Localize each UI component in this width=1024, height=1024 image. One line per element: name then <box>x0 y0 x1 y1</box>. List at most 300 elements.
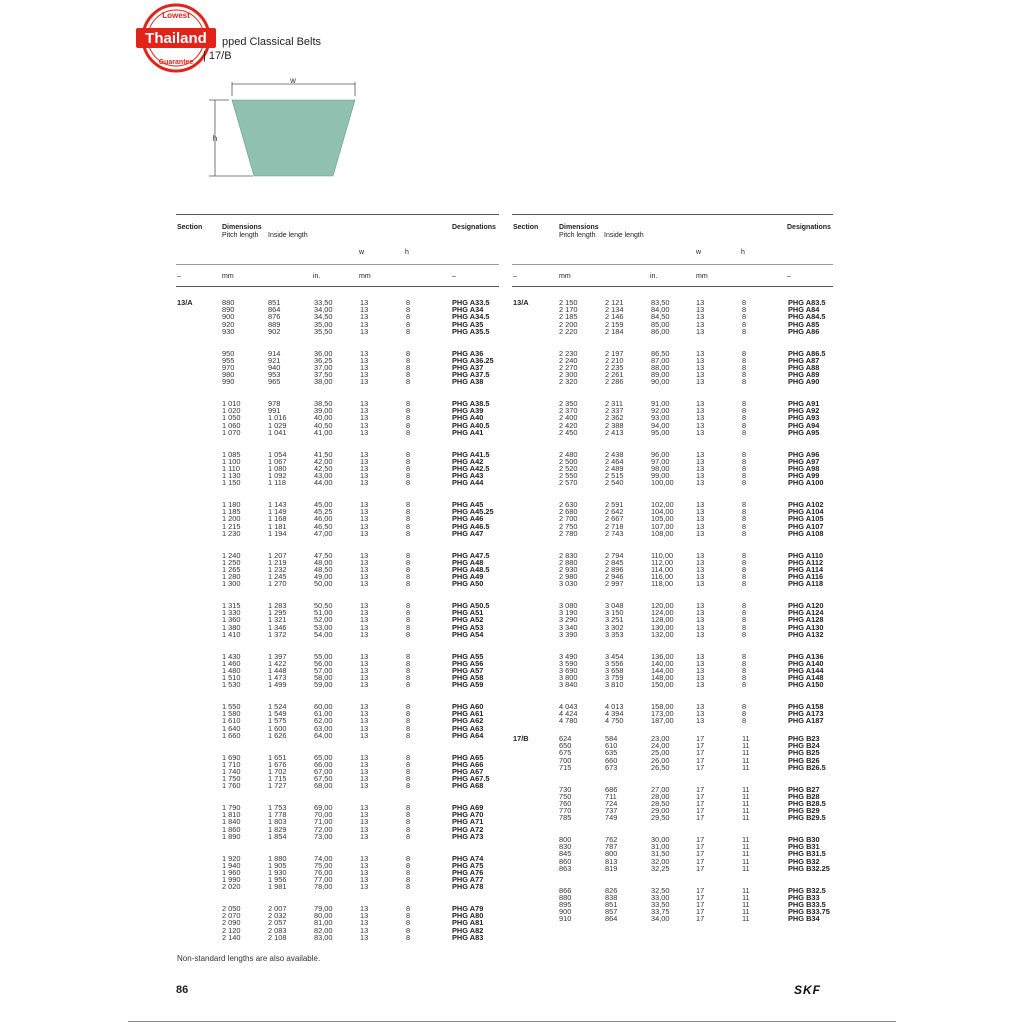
left-row-inches-cell: 64,00 <box>314 730 333 740</box>
left-row-inside-cell: 1 149 <box>268 507 287 517</box>
left-row-inside-cell: 1 270 <box>268 579 287 589</box>
left-row-pitch-cell: 1 250 <box>222 557 241 567</box>
right-row-a-inches-cell: 130,00 <box>651 622 674 632</box>
left-row-w-cell: 13 <box>360 521 369 531</box>
right-row-b-w-cell: 17 <box>696 907 705 917</box>
right-row-a-inside-cell: 2 210 <box>605 355 624 365</box>
left-row-pitch-cell: 1 215 <box>222 521 241 531</box>
h-header-right: h <box>741 249 745 256</box>
right-row-a-h-cell: 8 <box>742 629 747 639</box>
right-row-b-inches-cell: 26,00 <box>651 755 670 765</box>
left-row-inside-cell: 1 092 <box>268 471 287 481</box>
right-row-b-pitch-cell: 675 <box>559 748 572 758</box>
left-row-inches-cell: 34,00 <box>314 305 333 315</box>
right-row-a-h-cell: 8 <box>742 298 747 307</box>
left-row-inside-cell: 1 168 <box>268 514 287 524</box>
right-row-a-inside-cell: 2 159 <box>605 319 624 329</box>
left-row-h-cell: 8 <box>406 420 411 430</box>
right-row-a-pitch-cell: 2 630 <box>559 500 578 509</box>
right-row-a-inside-cell: 2 362 <box>605 413 624 423</box>
right-row-b-h-cell: 11 <box>742 907 750 917</box>
right-row-a-des-cell: PHG A97 <box>788 456 820 466</box>
right-row-b-w-cell: 17 <box>696 784 705 794</box>
right-row-a-inches-cell: 105,00 <box>651 514 674 524</box>
right-row-a-h-cell: 8 <box>742 362 747 372</box>
right-row-a-inside-cell: 2 184 <box>605 326 624 336</box>
right-row-b-des-cell: PHG B34 <box>788 914 820 924</box>
right-row-b-w-cell: 17 <box>696 762 705 772</box>
left-row-inside-cell: 1 016 <box>268 413 287 423</box>
right-row-b-inside-cell: 749 <box>605 813 618 823</box>
left-row-pitch-cell: 900 <box>222 312 235 322</box>
right-row-a-w-cell: 13 <box>696 665 705 675</box>
right-row-a-h-cell: 8 <box>742 716 747 726</box>
right-row-a-h-cell: 8 <box>742 702 747 711</box>
left-row-h-cell: 8 <box>406 658 411 668</box>
badge-top-text: Lowest <box>162 11 190 20</box>
right-row-a-pitch-cell: 2 680 <box>559 507 578 517</box>
left-row-inches-cell: 37,00 <box>314 362 333 372</box>
right-row-a-h-cell: 8 <box>742 601 747 610</box>
left-row-pitch-cell: 1 085 <box>222 449 241 459</box>
left-row-h-cell: 8 <box>406 507 411 517</box>
right-row-a-h-cell: 8 <box>742 658 747 668</box>
right-row-a-h-cell: 8 <box>742 406 747 416</box>
left-row-inside-cell: 2 083 <box>268 925 287 935</box>
left-row-des-cell: PHG A39 <box>452 406 484 416</box>
right-row-b-h-cell: 11 <box>742 791 750 801</box>
right-row-a-inside-cell: 3 556 <box>605 658 624 668</box>
right-row-a-inches-cell: 102,00 <box>651 500 674 509</box>
left-row-h-cell: 8 <box>406 723 411 733</box>
page-number: 86 <box>176 984 189 996</box>
right-row-a-w-cell: 13 <box>696 377 705 387</box>
right-row-a-w-cell: 13 <box>696 507 705 517</box>
right-row-b-pitch-cell: 800 <box>559 835 572 844</box>
left-row-inside-cell: 1 473 <box>268 673 287 683</box>
badge-main-text: Thailand <box>145 30 207 47</box>
left-row-w-cell: 13 <box>360 730 369 740</box>
left-row-inside-cell: 876 <box>268 312 281 322</box>
right-row-a-inches-cell: 100,00 <box>651 478 674 488</box>
left-row-des-cell: PHG A50.5 <box>452 601 490 610</box>
pitch-length-header-right: Pitch length <box>559 232 596 239</box>
right-row-b-inside-cell: 787 <box>605 842 618 852</box>
right-row-a-h-cell: 8 <box>742 478 747 488</box>
left-row-h-cell: 8 <box>406 680 411 690</box>
left-row-des-cell: PHG A48.5 <box>452 564 490 574</box>
left-row-des-cell: PHG A57 <box>452 665 484 675</box>
left-row-w-cell: 13 <box>360 355 369 365</box>
left-row-pitch-cell: 1 610 <box>222 716 241 726</box>
left-row-inside-cell: 1 054 <box>268 449 287 459</box>
right-row-a-w-cell: 13 <box>696 413 705 423</box>
left-row-h-cell: 8 <box>406 803 411 812</box>
left-row-w-cell: 13 <box>360 651 369 661</box>
right-row-a-inches-cell: 173,00 <box>651 709 674 719</box>
left-row-inside-cell: 1 080 <box>268 463 287 473</box>
left-row-inside-cell: 1 321 <box>268 615 287 625</box>
left-row-h-cell: 8 <box>406 370 411 380</box>
right-row-b-w-cell: 17 <box>696 835 705 844</box>
right-row-a-pitch-cell: 2 930 <box>559 564 578 574</box>
left-row-h-cell: 8 <box>406 752 411 762</box>
right-row-a-w-cell: 13 <box>696 608 705 618</box>
left-row-inside-cell: 2 108 <box>268 932 287 942</box>
right-row-b-pitch-cell: 760 <box>559 798 572 808</box>
right-row-b-des-cell: PHG B31.5 <box>788 849 826 859</box>
left-row-inches-cell: 72,00 <box>314 824 333 834</box>
left-row-w-cell: 13 <box>360 752 369 762</box>
left-row-h-cell: 8 <box>406 427 411 437</box>
left-row-h-cell: 8 <box>406 557 411 567</box>
right-row-a-h-cell: 8 <box>742 319 747 329</box>
right-row-a-h-cell: 8 <box>742 420 747 430</box>
right-row-b-h-cell: 11 <box>742 748 750 758</box>
left-row-w-cell: 13 <box>360 298 369 307</box>
right-row-b-pitch-cell: 845 <box>559 849 572 859</box>
right-row-a-h-cell: 8 <box>742 377 747 387</box>
right-row-a-pitch-cell: 2 520 <box>559 463 578 473</box>
left-row-pitch-cell: 2 050 <box>222 904 241 913</box>
right-row-b-pitch-cell: 910 <box>559 914 572 924</box>
left-row-h-cell: 8 <box>406 312 411 322</box>
right-row-b-pitch-cell: 700 <box>559 755 572 765</box>
right-row-a-des-cell: PHG A148 <box>788 673 824 683</box>
left-row-pitch-cell: 1 100 <box>222 456 241 466</box>
right-row-b-des-cell: PHG B26 <box>788 755 820 765</box>
left-row-h-cell: 8 <box>406 456 411 466</box>
belt-trapezoid-shape <box>232 100 355 176</box>
left-row-des-cell: PHG A77 <box>452 875 484 885</box>
left-row-h-cell: 8 <box>406 305 411 315</box>
page-bottom-line <box>128 1021 896 1022</box>
left-row-w-cell: 13 <box>360 399 369 408</box>
right-row-a-w-cell: 13 <box>696 709 705 719</box>
right-row-b-pitch-cell: 830 <box>559 842 572 852</box>
right-row-a-pitch-cell: 2 830 <box>559 550 578 560</box>
right-row-a-inside-cell: 3 810 <box>605 680 624 690</box>
right-row-a-h-cell: 8 <box>742 355 747 365</box>
left-row-des-cell: PHG A74 <box>452 853 484 863</box>
left-row-h-cell: 8 <box>406 882 411 892</box>
left-row-inside-cell: 1 372 <box>268 629 287 639</box>
right-row-a-w-cell: 13 <box>696 427 705 437</box>
left-row-inside-cell: 2 032 <box>268 911 287 921</box>
right-row-b-des-cell: PHG B24 <box>788 741 820 751</box>
right-row-a-h-cell: 8 <box>742 500 747 509</box>
left-row-h-cell: 8 <box>406 550 411 560</box>
left-row-inches-cell: 50,00 <box>314 579 333 589</box>
left-row-h-cell: 8 <box>406 348 411 358</box>
right-row-a-inches-cell: 132,00 <box>651 629 674 639</box>
right-row-a-inside-cell: 3 759 <box>605 673 624 683</box>
right-row-a-inside-cell: 4 013 <box>605 702 624 711</box>
right-row-a-des-cell: PHG A128 <box>788 615 824 625</box>
left-row-inside-cell: 1 854 <box>268 831 287 841</box>
right-row-a-w-cell: 13 <box>696 514 705 524</box>
right-row-a-h-cell: 8 <box>742 399 747 408</box>
right-row-a-inside-cell: 2 134 <box>605 305 624 315</box>
right-row-a-inches-cell: 144,00 <box>651 665 674 675</box>
right-row-a-h-cell: 8 <box>742 305 747 315</box>
left-row-w-cell: 13 <box>360 875 369 885</box>
left-row-inside-cell: 1 575 <box>268 716 287 726</box>
left-row-h-cell: 8 <box>406 932 411 942</box>
right-row-a-des-cell: PHG A94 <box>788 420 820 430</box>
left-row-h-cell: 8 <box>406 665 411 675</box>
left-row-h-cell: 8 <box>406 608 411 618</box>
right-row-b-w-cell: 17 <box>696 899 705 909</box>
left-row-inches-cell: 62,00 <box>314 716 333 726</box>
belt-cross-section-diagram <box>205 74 365 184</box>
right-row-b-pitch-cell: 785 <box>559 813 572 823</box>
right-row-a-inches-cell: 89,00 <box>651 370 670 380</box>
left-row-inside-cell: 1 207 <box>268 550 287 560</box>
right-row-a-h-cell: 8 <box>742 709 747 719</box>
left-row-des-cell: PHG A49 <box>452 572 484 582</box>
left-row-inside-cell: 1 245 <box>268 572 287 582</box>
right-row-b-w-cell: 17 <box>696 813 705 823</box>
left-row-inside-cell: 1 181 <box>268 521 287 531</box>
left-row-inches-cell: 59,00 <box>314 680 333 690</box>
left-row-w-cell: 13 <box>360 882 369 892</box>
right-row-a-des-cell: PHG A120 <box>788 601 824 610</box>
right-row-a-des-cell: PHG A150 <box>788 680 824 690</box>
right-row-b-h-cell: 11 <box>742 762 750 772</box>
left-row-inches-cell: 41,50 <box>314 449 333 459</box>
right-row-a-w-cell: 13 <box>696 305 705 315</box>
right-row-a-w-cell: 13 <box>696 579 705 589</box>
right-row-b-pitch-cell: 750 <box>559 791 572 801</box>
left-row-pitch-cell: 1 410 <box>222 629 241 639</box>
left-row-inches-cell: 67,00 <box>314 766 333 776</box>
right-row-a-inches-cell: 120,00 <box>651 601 674 610</box>
left-row-pitch-cell: 880 <box>222 298 235 307</box>
right-row-a-inches-cell: 92,00 <box>651 406 670 416</box>
right-row-b-des-cell: PHG B30 <box>788 835 820 844</box>
left-row-inches-cell: 37,50 <box>314 370 333 380</box>
left-row-inches-cell: 81,00 <box>314 918 333 928</box>
right-row-b-inches-cell: 32,00 <box>651 856 670 866</box>
right-row-a-h-cell: 8 <box>742 370 747 380</box>
left-row-inside-cell: 1 981 <box>268 882 287 892</box>
right-row-b-h-cell: 11 <box>742 798 750 808</box>
left-row-des-cell: PHG A83 <box>452 932 484 942</box>
left-row-inside-cell: 1 651 <box>268 752 287 762</box>
left-row-des-cell: PHG A53 <box>452 622 484 632</box>
right-row-b-inside-cell: 800 <box>605 849 618 859</box>
left-row-h-cell: 8 <box>406 355 411 365</box>
left-row-h-cell: 8 <box>406 781 411 791</box>
left-row-inches-cell: 56,00 <box>314 658 333 668</box>
right-row-a-w-cell: 13 <box>696 406 705 416</box>
right-row-a-des-cell: PHG A86.5 <box>788 348 826 358</box>
right-row-b-w-cell: 17 <box>696 806 705 816</box>
left-row-h-cell: 8 <box>406 377 411 387</box>
right-row-a-inches-cell: 110,00 <box>651 550 674 560</box>
right-row-a-inches-cell: 85,00 <box>651 319 670 329</box>
left-row-w-cell: 13 <box>360 867 369 877</box>
left-row-inches-cell: 36,00 <box>314 348 333 358</box>
right-row-b-des-cell: PHG B29 <box>788 806 820 816</box>
left-row-inches-cell: 43,00 <box>314 471 333 481</box>
right-row-b-inside-cell: 762 <box>605 835 618 844</box>
left-row-pitch-cell: 1 750 <box>222 774 241 784</box>
left-row-h-cell: 8 <box>406 853 411 863</box>
right-row-a-pitch-cell: 2 350 <box>559 399 578 408</box>
left-row-w-cell: 13 <box>360 781 369 791</box>
left-row-inches-cell: 80,00 <box>314 911 333 921</box>
left-row-inches-cell: 63,00 <box>314 723 333 733</box>
left-row-inches-cell: 82,00 <box>314 925 333 935</box>
left-row-h-cell: 8 <box>406 766 411 776</box>
right-row-a-h-cell: 8 <box>742 521 747 531</box>
left-row-pitch-cell: 1 150 <box>222 478 241 488</box>
left-row-inches-cell: 50,50 <box>314 601 333 610</box>
left-row-pitch-cell: 1 530 <box>222 680 241 690</box>
right-row-b-inches-cell: 32,50 <box>651 885 670 895</box>
left-row-pitch-cell: 890 <box>222 305 235 315</box>
right-row-a-inches-cell: 112,00 <box>651 557 674 567</box>
right-row-b-des-cell: PHG B32.25 <box>788 863 830 873</box>
left-row-pitch-cell: 1 130 <box>222 471 241 481</box>
left-row-h-cell: 8 <box>406 817 411 827</box>
right-row-a-w-cell: 13 <box>696 456 705 466</box>
right-row-a-inches-cell: 90,00 <box>651 377 670 387</box>
left-row-w-cell: 13 <box>360 456 369 466</box>
right-row-a-h-cell: 8 <box>742 572 747 582</box>
right-row-a-w-cell: 13 <box>696 478 705 488</box>
left-row-inside-cell: 2 057 <box>268 918 287 928</box>
left-row-des-cell: PHG A35 <box>452 319 484 329</box>
right-row-a-pitch-cell: 3 590 <box>559 658 578 668</box>
right-row-b-pitch-cell: 900 <box>559 907 572 917</box>
left-row-w-cell: 13 <box>360 601 369 610</box>
right-row-b-h-cell: 11 <box>742 856 750 866</box>
left-row-inside-cell: 1 549 <box>268 709 287 719</box>
right-row-a-h-cell: 8 <box>742 413 747 423</box>
left-row-h-cell: 8 <box>406 500 411 509</box>
left-row-h-cell: 8 <box>406 399 411 408</box>
left-row-w-cell: 13 <box>360 557 369 567</box>
right-row-b-h-cell: 11 <box>742 849 750 859</box>
left-row-h-cell: 8 <box>406 759 411 769</box>
right-row-a-des-cell: PHG A99 <box>788 471 820 481</box>
right-row-a-w-cell: 13 <box>696 362 705 372</box>
left-row-pitch-cell: 1 360 <box>222 615 241 625</box>
right-row-a-inches-cell: 94,00 <box>651 420 670 430</box>
left-row-h-cell: 8 <box>406 774 411 784</box>
right-row-a-des-cell: PHG A100 <box>788 478 824 488</box>
right-row-a-w-cell: 13 <box>696 680 705 690</box>
right-row-a-pitch-cell: 2 880 <box>559 557 578 567</box>
right-row-a-des-cell: PHG A108 <box>788 528 824 538</box>
left-row-inches-cell: 70,00 <box>314 810 333 820</box>
left-row-h-cell: 8 <box>406 579 411 589</box>
right-row-b-des-cell: PHG B25 <box>788 748 820 758</box>
left-row-des-cell: PHG A82 <box>452 925 484 935</box>
right-row-b-inside-cell: 819 <box>605 863 618 873</box>
left-row-pitch-cell: 2 020 <box>222 882 241 892</box>
right-row-a-h-cell: 8 <box>742 680 747 690</box>
left-row-des-cell: PHG A43 <box>452 471 484 481</box>
right-row-a-inches-cell: 128,00 <box>651 615 674 625</box>
left-row-inches-cell: 40,00 <box>314 413 333 423</box>
right-row-a-inches-cell: 96,00 <box>651 449 670 459</box>
right-row-a-pitch-cell: 3 290 <box>559 615 578 625</box>
right-row-a-des-cell: PHG A116 <box>788 572 824 582</box>
left-row-w-cell: 13 <box>360 312 369 322</box>
right-row-a-w-cell: 13 <box>696 651 705 661</box>
right-row-b-des-cell: PHG B29.5 <box>788 813 826 823</box>
right-row-a-pitch-cell: 3 340 <box>559 622 578 632</box>
left-row-h-cell: 8 <box>406 702 411 711</box>
right-row-a-inches-cell: 104,00 <box>651 507 674 517</box>
left-row-des-cell: PHG A80 <box>452 911 484 921</box>
right-row-b-w-cell: 17 <box>696 892 705 902</box>
right-row-b-h-cell: 11 <box>742 806 750 816</box>
right-row-b-h-cell: 11 <box>742 892 750 902</box>
right-row-a-des-cell: PHG A89 <box>788 370 820 380</box>
right-row-a-des-cell: PHG A96 <box>788 449 820 459</box>
left-row-des-cell: PHG A67.5 <box>452 774 490 784</box>
right-row-b-inches-cell: 26,50 <box>651 762 670 772</box>
left-row-inches-cell: 48,50 <box>314 564 333 574</box>
right-row-a-inches-cell: 83,50 <box>651 298 670 307</box>
right-row-b-des-cell: PHG B23 <box>788 734 820 743</box>
right-row-b-h-cell: 11 <box>742 914 750 924</box>
left-row-inside-cell: 1 283 <box>268 601 287 610</box>
left-row-w-cell: 13 <box>360 658 369 668</box>
unit-dash-left: – <box>177 273 181 280</box>
right-row-b-h-cell: 11 <box>742 784 750 794</box>
left-row-inside-cell: 1 143 <box>268 500 287 509</box>
right-row-b-inches-cell: 25,00 <box>651 748 670 758</box>
right-row-b-h-cell: 11 <box>742 842 750 852</box>
left-row-w-cell: 13 <box>360 673 369 683</box>
left-row-inside-cell: 1 702 <box>268 766 287 776</box>
unit-dash2-right: – <box>787 273 791 280</box>
left-row-pitch-cell: 1 240 <box>222 550 241 560</box>
right-row-b-pitch-cell: 715 <box>559 762 572 772</box>
right-row-b-inside-cell: 635 <box>605 748 618 758</box>
left-row-inside-cell: 1 118 <box>268 478 286 488</box>
section-label-13a-right: 13/A <box>513 298 529 307</box>
right-row-b-inside-cell: 851 <box>605 899 618 909</box>
left-row-des-cell: PHG A45.25 <box>452 507 494 517</box>
left-row-inside-cell: 1 232 <box>268 564 287 574</box>
left-row-pitch-cell: 1 230 <box>222 528 241 538</box>
page-title: pped Classical Belts <box>222 36 322 48</box>
right-row-a-inside-cell: 2 311 <box>605 399 623 408</box>
right-row-b-w-cell: 17 <box>696 885 705 895</box>
left-row-inches-cell: 58,00 <box>314 673 333 683</box>
right-row-b-inches-cell: 31,50 <box>651 849 670 859</box>
unit-mm2-left: mm <box>359 273 371 280</box>
left-row-des-cell: PHG A61 <box>452 709 484 719</box>
right-row-a-pitch-cell: 3 840 <box>559 680 578 690</box>
right-row-a-des-cell: PHG A105 <box>788 514 824 524</box>
left-row-w-cell: 13 <box>360 463 369 473</box>
left-row-des-cell: PHG A42.5 <box>452 463 490 473</box>
right-row-a-w-cell: 13 <box>696 572 705 582</box>
right-row-a-w-cell: 13 <box>696 298 705 307</box>
right-row-a-pitch-cell: 2 480 <box>559 449 578 459</box>
right-row-a-inches-cell: 140,00 <box>651 658 674 668</box>
left-row-pitch-cell: 1 510 <box>222 673 241 683</box>
lowest-price-guarantee-badge <box>134 2 218 74</box>
